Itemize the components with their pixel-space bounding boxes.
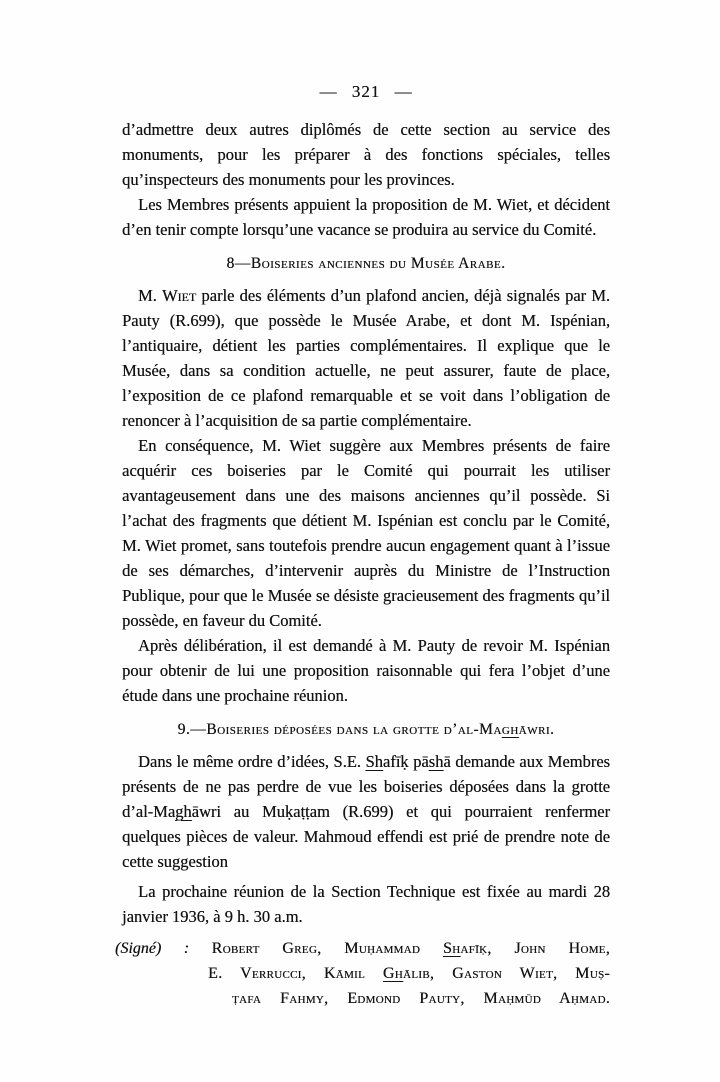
paragraph-membres-appuient: Les Membres présents appuient la proposition de M. Wiet, et décident d’en tenir compte lorsqu’une vacance se produira au service du Comité. — [122, 195, 610, 239]
signature-line-3: ṭafa Fahmy, Edmond Pauty, Maḥmūd Aḥmad. — [232, 990, 610, 1007]
signature-line-1: (Signé) : Robert Greg, Muḥammad Shafīḳ, John Home, — [115, 940, 611, 957]
paragraph-prochaine-reunion: La prochaine réunion de la Section Technique est fixée au mardi 28 janvier 1936, à 9 h. 30 a.m. — [122, 882, 610, 926]
page-number: — 321 — — [319, 82, 413, 101]
paragraph-en-consequence: En conséquence, M. Wiet suggère aux Membres présents de faire acquérir ces boiseries par le Comité qui pourrait les utiliser avantageusement dans une des maisons anciennes qu’il possède. Si l’achat des fragments que détient M. Ispénian est conclu par le Comité, M. Wiet promet, sans toutefois prendre aucun engagement quant à l’issue de ses démarches, d’intervenir auprès du Ministre de l’Instruction Publique, pour que le Musée se désiste gracieusement des fragments qu’il possède, en faveur du Comité. — [122, 436, 610, 630]
signature-block — [115, 936, 611, 1011]
section-9-heading: 9.—Boiseries déposées dans la grotte d’al-Maghāwri. — [177, 721, 555, 738]
paragraph-shafik-pasha: Dans le même ordre d’idées, S.E. Shafīḳ pāshā demande aux Membres présents de ne pas perdre de vue les boiseries déposées dans la grotte d’al-Maghāwri au Muḳaṭṭam (R.699) et qui pourraient renfermer quelques pièces de valeur. Mahmoud effendi est prié de prendre note de cette suggestion — [122, 752, 610, 871]
text-block — [115, 117, 611, 1011]
section-8-heading: 8—Boiseries anciennes du Musée Arabe. — [226, 255, 506, 272]
paragraph-wiet-plafond: M. Wiet parle des éléments d’un plafond ancien, déjà signalés par M. Pauty (R.699), que possède le Musée Arabe, et dont M. Ispénian, l’antiquaire, détient les parties complémentaires. Il explique que le Musée, dans sa condition actuelle, ne peut assurer, faute de place, l’exposition de ce plafond remarquable et se voit dans l’obligation de renoncer à l’acquisition de sa partie complémentaire. — [122, 286, 610, 430]
signature-line-2: E. Verrucci, Kāmil Ghālib, Gaston Wiet, Muṣ- — [208, 965, 610, 982]
paragraph-apres-deliberation: Après délibération, il est demandé à M. Pauty de revoir M. Ispénian pour obtenir de lui une proposition raisonnable qui fera l’objet d’une étude dans une prochaine réunion. — [122, 636, 610, 705]
paragraph-admission-diplomes: d’admettre deux autres diplômés de cette section au service des monuments, pour les préparer à des fonctions spéciales, telles qu’inspecteurs des monuments pour les provinces. — [122, 120, 610, 189]
